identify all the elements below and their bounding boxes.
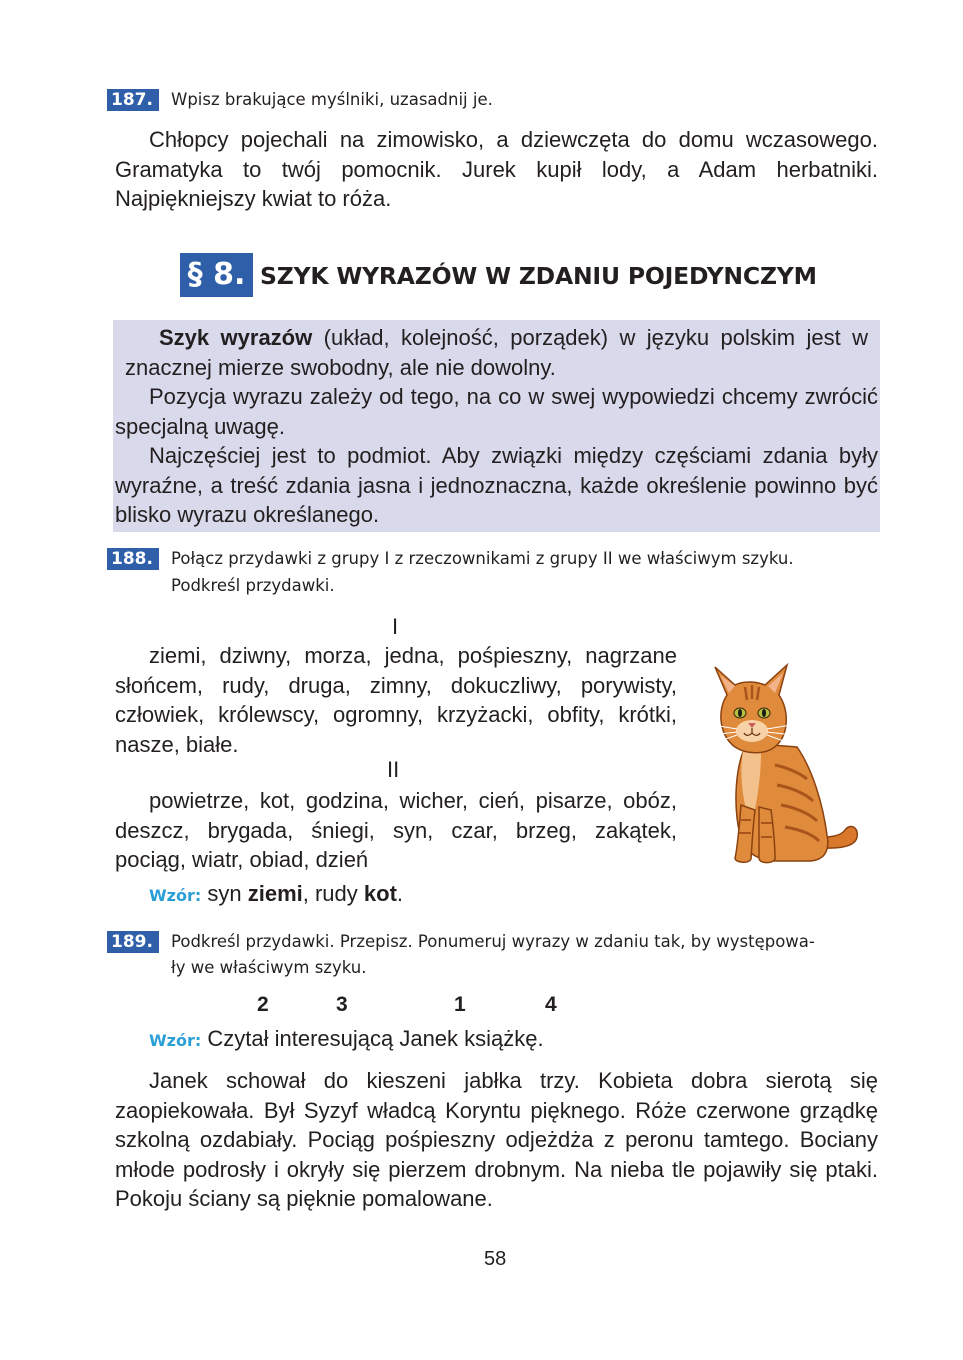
exercise-number-189: 189.	[107, 931, 159, 953]
group-2-text: powietrze, kot, godzina, wicher, cień, pisarze, obóz, deszcz, brygada, śniegi, syn, czar, brzeg, zakątek, pociąg, wiatr, obiad, dzień	[115, 788, 677, 872]
exercise-number-188: 188.	[107, 548, 159, 570]
example-bold-noun: ziemi	[247, 881, 303, 906]
section-number-badge: § 8.	[180, 253, 253, 297]
order-number: 3	[336, 993, 348, 1016]
exercise-188-instruction-line1: Połącz przydawki z grupy I z rzeczownikami z grupy II we właściwym szyku.	[171, 549, 794, 568]
example-part: , rudy	[302, 881, 364, 906]
rule-paragraph-2: Pozycja wyrazu zależy od tego, na co w swej wypowiedzi chcemy zwrócić specjalną uwagę.	[115, 384, 878, 439]
example-label: Wzór:	[149, 1031, 202, 1050]
exercise-189-sentences: Janek schował do kieszeni jabłka trzy. Kobieta dobra sierotą się zaopiekowała. Był Syzyf władcą Koryntu pięknego. Róże czerwone grządkę szkolną ozdabiały. Pociąg pośpieszny odjeżdża z peronu tamtego. Bociany młode podrosły i okryły się pierzem drobnym. Na nieba tle pojawiły się ptaki. Pokoju ściany są pięknie pomalowane.	[115, 1068, 878, 1211]
exercise-189-instruction-line2: ły we właściwym szyku.	[171, 958, 367, 977]
order-number: 2	[257, 993, 269, 1016]
page-number: 58	[484, 1248, 507, 1270]
example-part: .	[396, 881, 404, 906]
rule-term: Szyk wyrazów	[159, 325, 313, 350]
exercise-188-instruction-line2: Podkreśl przydawki.	[171, 576, 335, 595]
exercise-187-sentences: Chłopcy pojechali na zimowisko, a dziewczęta do domu wczasowego. Gramatyka to twój pomocnik. Jurek kupił lody, a Adam herbatniki. Najpiękniejszy kwiat to róża.	[115, 127, 878, 211]
order-number: 1	[454, 993, 466, 1016]
group-2-label: II	[387, 757, 400, 782]
rule-p1-rest: (układ, kolejność, porządek) w języku polskim jest w znacznej mierze swobodny, ale nie dowolny.	[125, 325, 869, 380]
example-part: syn	[201, 881, 248, 906]
exercise-188-example	[149, 881, 403, 907]
example-sentence: Czytał interesującą Janek książkę.	[201, 1026, 544, 1051]
group-1-text: ziemi, dziwny, morza, jedna, pośpieszny, nagrzane słońcem, rudy, druga, zimny, dokuczliwy, porywisty, człowiek, królewscy, ogromny, krzyżacki, obfity, krótki, nasze, białe.	[115, 643, 677, 757]
section-title: SZYK WYRAZÓW W ZDANIU POJEDYNCZYM	[260, 262, 817, 290]
exercise-189-text	[115, 1066, 878, 1214]
rule-text	[115, 323, 878, 530]
group-1-label: I	[392, 614, 399, 639]
rule-paragraph-1	[115, 323, 878, 382]
cat-illustration	[705, 655, 865, 870]
example-label: Wzór:	[149, 886, 202, 905]
rule-paragraph-3: Najczęściej jest to podmiot. Aby związki między częściami zdania były wyraźne, a treść zdania jasna i jednoznaczna, każde określenie powinno być blisko wyrazu określanego.	[115, 443, 878, 527]
order-number: 4	[545, 993, 557, 1016]
example-bold-noun: kot	[363, 881, 397, 906]
exercise-187-text	[115, 125, 878, 214]
group-2-words	[115, 786, 677, 875]
exercise-187-instruction: Wpisz brakujące myślniki, uzasadnij je.	[171, 90, 493, 109]
exercise-189-instruction-line1: Podkreśl przydawki. Przepisz. Ponumeruj wyrazy w zdaniu tak, by występowa-	[171, 932, 815, 951]
exercise-number-187: 187.	[107, 89, 159, 111]
exercise-189-example	[149, 1026, 544, 1052]
group-1-words	[115, 641, 677, 759]
